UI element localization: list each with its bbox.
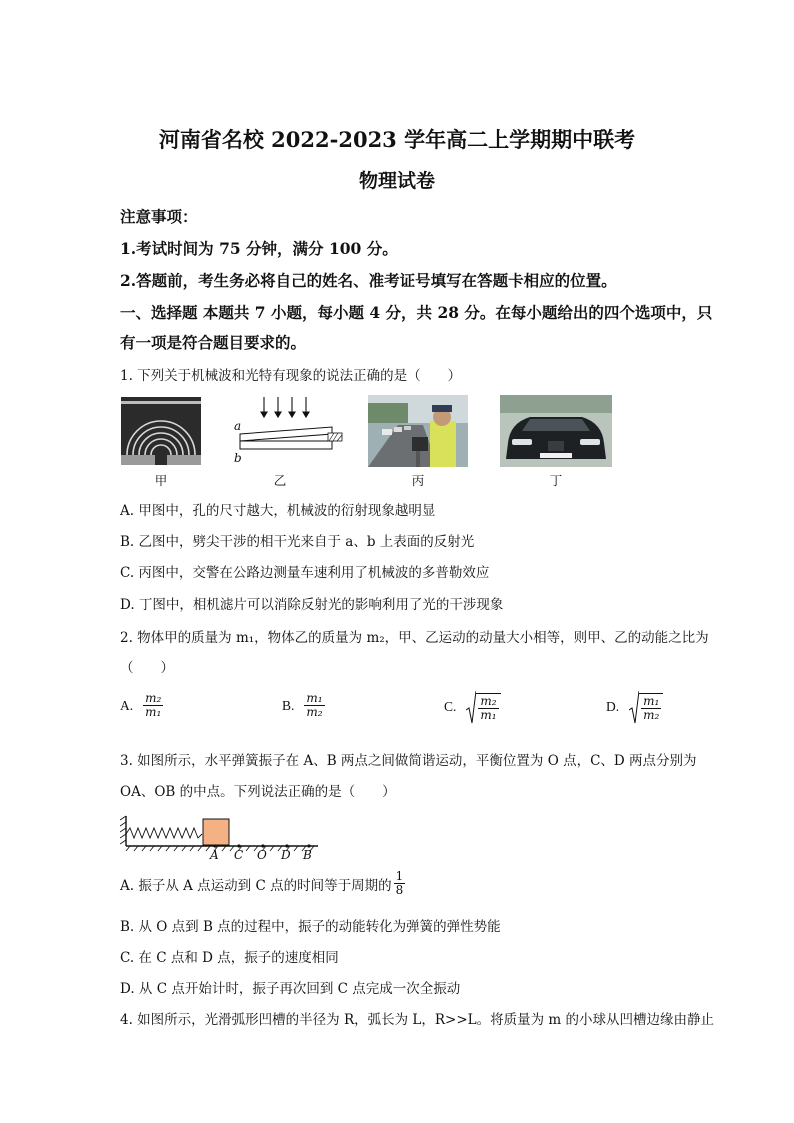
q1-stem: 1. 下列关于机械波和光特有现象的说法正确的是（ ） (120, 368, 462, 384)
q1-caption-ding: 丁 (549, 473, 563, 488)
q2-option-c-den: m₁ (480, 707, 497, 722)
q2-option-d-label: D. (606, 699, 620, 714)
q1-option-d: D. 丁图中，相机滤片可以消除反射光的影响利用了光的干涉现象 (120, 597, 504, 613)
q2-option-b-num: m₁ (306, 691, 323, 705)
q3-point-b: B (303, 848, 312, 862)
q1-figure-yi (230, 395, 350, 467)
q2-option-a-den: m₁ (145, 705, 162, 719)
notice-heading: 注意事项： (120, 207, 198, 226)
q2-option-b-label: B. (282, 697, 295, 713)
q2-option-d (606, 690, 663, 724)
q3-stem-line2: OA、OB 的中点。下列说法正确的是（ ） (120, 784, 396, 800)
notice-item-2: 2.答题前，考生务必将自己的姓名、准考证号填写在答题卡相应的位置。 (120, 271, 617, 290)
q2-option-c (444, 690, 501, 724)
q2-option-a-fraction (143, 692, 163, 719)
q3-stem-line1: 3. 如图所示，水平弹簧振子在 A、B 两点之间做简谐运动，平衡位置为 O 点，C、D 两点分别为 (120, 753, 697, 769)
q1-caption-bing: 丙 (411, 473, 425, 488)
q2-option-b-den: m₂ (306, 705, 323, 719)
q3-option-a-text: A. 振子从 A 点运动到 C 点的时间等于周期的 (120, 877, 392, 894)
q3-option-c: C. 在 C 点和 D 点，振子的速度相同 (120, 950, 339, 966)
q2-option-d-den: m₂ (643, 707, 660, 722)
q3-point-c: C (234, 848, 244, 862)
q3-option-a-fraction (394, 870, 406, 897)
q2-option-d-sqrt (629, 690, 663, 724)
q1-figure-jia (121, 397, 201, 465)
q1-figure-bing (368, 395, 468, 467)
q3-point-o: O (257, 848, 267, 862)
q3-option-d: D. 从 C 点开始计时，振子再次回到 C 点完成一次全振动 (120, 981, 461, 997)
q2-stem-line1: 2. 物体甲的质量为 m₁，物体乙的质量为 m₂，甲、乙运动的动量大小相等，则甲、乙的动能之比为 (120, 630, 709, 646)
q2-option-d-num: m₁ (643, 693, 660, 708)
q2-option-a-label: A. (120, 697, 134, 713)
q1-caption-jia: 甲 (154, 473, 168, 488)
q1-caption-yi: 乙 (273, 473, 287, 488)
q1-option-b: B. 乙图中，劈尖干涉的相干光来自于 a、b 上表面的反射光 (120, 534, 475, 550)
q3-option-a-num: 1 (395, 869, 404, 883)
q2-option-a (120, 692, 163, 719)
sqrt-icon (629, 690, 639, 724)
q4-stem-line1: 4. 如图所示，光滑弧形凹槽的半径为 R，弧长为 L，R>>L。将质量为 m 的小球从凹槽边缘由静止 (120, 1012, 715, 1028)
sqrt-icon (466, 690, 476, 724)
q2-option-c-sqrt (466, 690, 500, 724)
page-subtitle: 物理试卷 (358, 170, 435, 192)
notice-item-1: 1.考试时间为 75 分钟，满分 100 分。 (120, 239, 398, 258)
section-heading-line1: 一、选择题 本题共 7 小题，每小题 4 分，共 28 分。在每小题给出的四个选项中，只 (120, 303, 713, 322)
q2-stem-line2: （ ） (120, 660, 174, 676)
q3-option-a (120, 870, 405, 897)
q1-label-a: a (234, 419, 242, 433)
q1-figure-ding (500, 395, 612, 467)
q2-option-c-num: m₂ (480, 693, 497, 708)
page-title: 河南省名校 2022-2023 学年高二上学期期中联考 (158, 127, 636, 152)
q3-point-d: D (281, 848, 291, 862)
q3-option-b: B. 从 O 点到 B 点的过程中，振子的动能转化为弹簧的弹性势能 (120, 919, 501, 935)
q3-spring-figure (120, 812, 330, 864)
q2-option-a-num: m₂ (145, 691, 162, 705)
q1-option-c: C. 丙图中，交警在公路边测量车速利用了机械波的多普勒效应 (120, 565, 490, 581)
section-heading-line2: 有一项是符合题目要求的。 (120, 333, 307, 352)
q3-point-a: A (210, 848, 219, 862)
q1-option-a: A. 甲图中，孔的尺寸越大，机械波的衍射现象越明显 (120, 503, 436, 519)
q1-label-b: b (234, 451, 242, 465)
q2-option-b (282, 692, 325, 719)
q2-option-c-label: C. (444, 699, 457, 714)
q2-option-b-fraction (304, 692, 324, 719)
q3-option-a-den: 8 (395, 883, 404, 897)
